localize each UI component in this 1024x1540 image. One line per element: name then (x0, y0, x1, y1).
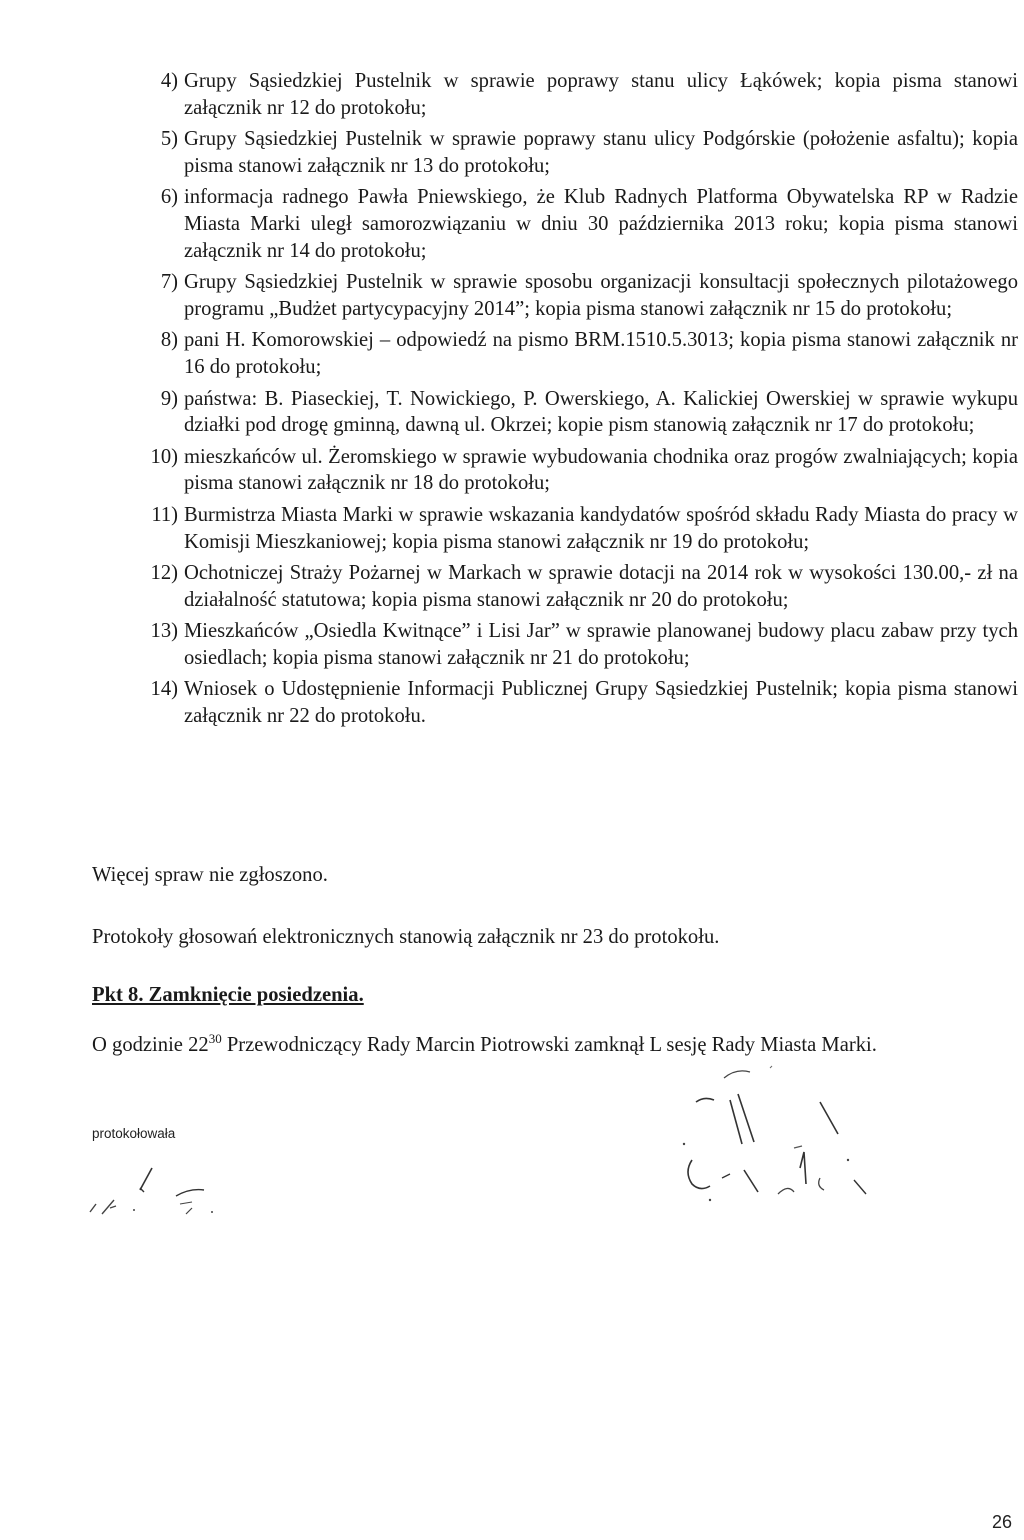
left-signature-mark (80, 1160, 240, 1220)
list-item (134, 327, 1018, 380)
list-item (134, 269, 1018, 322)
list-item-number: 11) (151, 503, 178, 526)
list-item-text: pani H. Komorowskiej – odpowiedź na pismo BRM.1510.5.3013; kopia pisma stanowi załącznik nr 16 do protokołu; (184, 329, 1018, 378)
closing-text-start: O godzinie 22 (92, 1034, 209, 1056)
closing-time-minutes: 30 (208, 1031, 222, 1047)
list-item-text: Mieszkańców „Osiedla Kwitnące” i Lisi Jar” w sprawie planowanej budowy placu zabaw przy tych osiedlach; kopia pisma stanowi załącznik nr 21 do protokołu; (184, 620, 1018, 669)
list-item (134, 502, 1018, 555)
section-heading: Pkt 8. Zamknięcie posiedzenia. (92, 984, 364, 1006)
correspondence-list (134, 68, 1018, 735)
list-item-number: 10) (150, 445, 178, 468)
list-item (134, 444, 1018, 497)
list-item-number: 5) (160, 128, 178, 151)
list-item (134, 184, 1018, 264)
list-item-number: 4) (160, 70, 178, 92)
list-item (134, 676, 1018, 729)
list-item (134, 386, 1018, 439)
list-item (134, 126, 1018, 179)
list-item (134, 68, 1018, 121)
list-item-text: informacja radnego Pawła Pniewskiego, że Klub Radnych Platforma Obywatelska RP w Radzie Miasta Marki uległ samorozwiązaniu w dniu 30 października 2013 roku; kopia pisma stanowi załącznik nr 14 do protokołu; (184, 186, 1018, 262)
list-item (134, 560, 1018, 613)
signer-label: protokołowała (92, 1126, 176, 1141)
voting-protocols-text: Protokoły głosowań elektronicznych stanowią załącznik nr 23 do protokołu. (92, 926, 720, 948)
closing-text-end: Przewodniczący Rady Marcin Piotrowski zamknął L sesję Rady Miasta Marki. (221, 1034, 877, 1056)
list-item-text: Grupy Sąsiedzkiej Pustelnik w sprawie sposobu organizacji konsultacji społecznych pilotażowego programu „Budżet partycypacyjny 2014”; kopia pisma stanowi załącznik nr 15 do protokołu; (184, 271, 1018, 320)
list-item-number: 14) (150, 678, 178, 701)
right-signature-mark (670, 1060, 900, 1210)
page-number: 26 (991, 1512, 1012, 1532)
list-item-number: 7) (160, 271, 178, 294)
list-item-text: Burmistrza Miasta Marki w sprawie wskazania kandydatów spośród składu Rady Miasta do pracy w Komisji Mieszkaniowej; kopia pisma stanowi załącznik nr 19 do protokołu; (184, 503, 1018, 553)
list-item-text: mieszkańców ul. Żeromskiego w sprawie wybudowania chodnika oraz progów zwalniających; kopia pisma stanowi załącznik nr 18 do protokołu; (184, 445, 1018, 495)
list-item-text: Grupy Sąsiedzkiej Pustelnik w sprawie poprawy stanu ulicy Podgórskie (położenie asfaltu); kopia pisma stanowi załącznik nr 13 do protokołu; (184, 128, 1018, 177)
list-item-text: Ochotniczej Straży Pożarnej w Markach w sprawie dotacji na 2014 rok w wysokości 130.00,- zł na działalność statutowa; kopia pisma stanowi załącznik nr 20 do protokołu; (184, 562, 1018, 611)
list-item-number: 8) (160, 329, 178, 352)
list-item-text: Grupy Sąsiedzkiej Pustelnik w sprawie poprawy stanu ulicy Łąkówek; kopia pisma stanowi załącznik nr 12 do protokołu; (184, 70, 1018, 119)
no-more-matters-text: Więcej spraw nie zgłoszono. (92, 864, 328, 886)
list-item-number: 6) (160, 186, 178, 209)
list-item-text: Wniosek o Udostępnienie Informacji Publicznej Grupy Sąsiedzkiej Pustelnik; kopia pisma stanowi załącznik nr 22 do protokołu. (184, 678, 1018, 728)
list-item (134, 618, 1018, 671)
list-item-number: 9) (160, 387, 178, 410)
list-item-number: 12) (150, 562, 178, 585)
closing-paragraph (92, 1031, 1018, 1059)
list-item-number: 13) (150, 620, 178, 643)
list-item-text: państwa: B. Piaseckiej, T. Nowickiego, P. Owerskiego, A. Kalickiej Owerskiej w sprawie wykupu działki pod drogę gminną, dawną ul. Okrzei; kopie pism stanowią załącznik nr 17 do protokołu; (184, 387, 1018, 437)
